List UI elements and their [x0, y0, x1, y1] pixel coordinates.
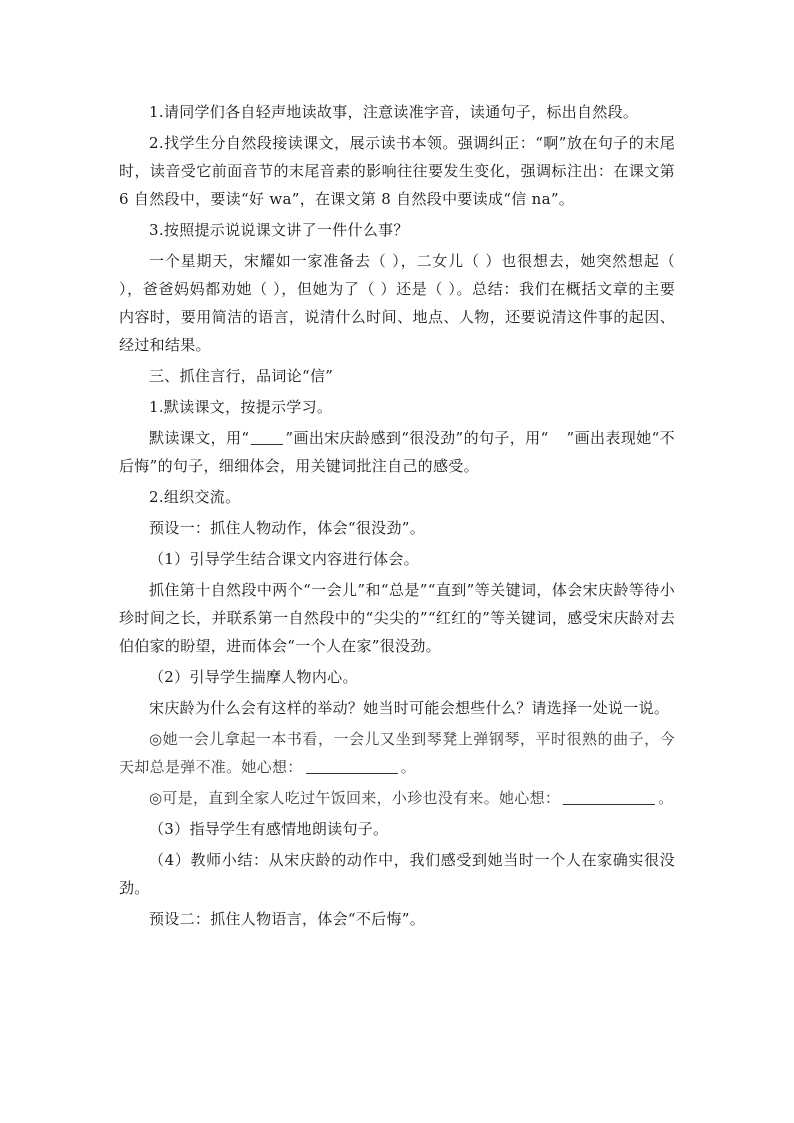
paragraph-4: 一个星期天，宋耀如一家准备去（ ），二女儿（ ）也很想去，她突然想起（ ），爸爸妈妈都劝她（ ），但她为了（ ）还是（ ）。总结：我们在概括文章的主要内容时，要用简洁的语言，说清什么时间、地点、人物，还要说清这件事的起因、经过和结果。 [119, 252, 675, 354]
paragraph-2: 2.找学生分自然段接读课文，展示读书本领。强调纠正：“啊”放在句子的末尾时，读音受它前面音节的末尾音素的影响往往要发生变化，强调标注出：在课文第 6 自然段中，要读“好 wa”，在课文第 8 自然段中要读成“信 na”。 [119, 134, 675, 208]
read-task-part1: 默读课文，用“ [149, 429, 250, 447]
quote-1: ◎她一会儿拿起一本书看，一会儿又坐到琴凳上弹钢琴，平时很熟的曲子，今天却总是弹不准。她心想： 。 [119, 730, 675, 776]
paragraph-3: 3.按照提示说说课文讲了一件什么事？ [149, 221, 409, 239]
paragraph-11: 宋庆龄为什么会有这样的举动？她当时可能会想些什么？请选择一处说一说。 [149, 699, 670, 717]
paragraph-7: 预设一：抓住人物动作，体会“很没劲”。 [149, 519, 426, 537]
fill-blank-2[interactable] [563, 788, 655, 805]
paragraph-12: （3）指导学生有感情地朗读句子。 [149, 820, 389, 838]
fill-blank-1[interactable] [306, 757, 398, 774]
paragraph-14: 预设二：抓住人物语言，体会“不后悔”。 [149, 910, 426, 928]
section-heading: 三、抓住言行，品词论“信” [149, 367, 334, 385]
paragraph-6: 2.组织交流。 [149, 488, 241, 506]
read-task-part3: ”画出表现她“不后悔”的句子，细细体会，用关键词批注自己的感受。 [119, 429, 675, 475]
paragraph-9: 抓住第十自然段中两个“一会儿”和“总是”“直到”等关键词，体会宋庆龄等待小珍时间之长，并联系第一自然段中的“尖尖的”“红红的”等关键词，感受宋庆龄对去伯伯家的盼望，进而体会“一个人在家”很没劲。 [119, 581, 675, 655]
paragraph-1: 1.请同学们各自轻声地读故事，注意读准字音，读通句子，标出自然段。 [149, 103, 639, 121]
paragraph-5: 1.默读课文，按提示学习。 [149, 398, 333, 416]
wavy-mark [552, 429, 564, 445]
underline-mark [251, 428, 283, 445]
read-task-part2: ”画出宋庆龄感到“很没劲”的句子，用“ [285, 429, 549, 447]
document-page [119, 98, 675, 936]
read-task [119, 424, 675, 480]
quote-2: ◎可是，直到全家人吃过午饭回来，小珍也没有来。她心想： 。 [149, 789, 674, 807]
paragraph-13: （4）教师小结：从宋庆龄的动作中，我们感受到她当时一个人在家确实很没劲。 [119, 851, 675, 897]
paragraph-8: （1）引导学生结合课文内容进行体会。 [149, 550, 419, 568]
paragraph-10: （2）引导学生揣摩人物内心。 [149, 668, 358, 686]
